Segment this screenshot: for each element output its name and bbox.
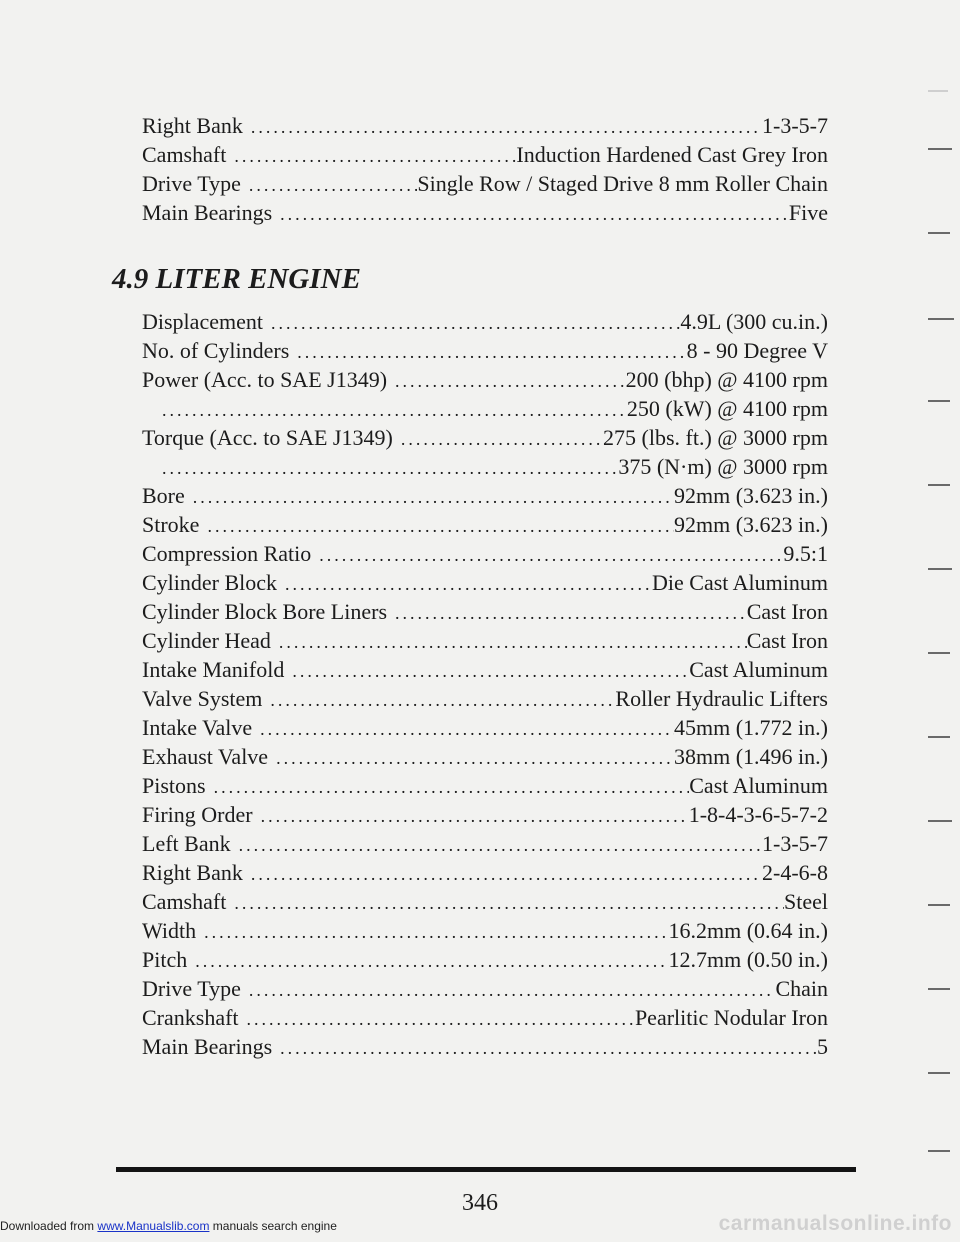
spec-row: [142, 568, 828, 597]
spec-value: 1-8-4-3-6-5-7-2: [688, 802, 828, 827]
spec-label: Displacement: [142, 309, 263, 334]
spec-row-continuation: [142, 394, 828, 423]
spec-row: [142, 539, 828, 568]
spec-value: Induction Hardened Cast Grey Iron: [516, 142, 828, 167]
spec-label: Compression Ratio: [142, 541, 312, 566]
margin-tick: [928, 1150, 950, 1152]
spec-label: Camshaft: [142, 889, 227, 914]
margin-tick: [928, 988, 950, 990]
dot-leader: [272, 1034, 817, 1061]
spec-row: [142, 597, 828, 626]
carryover-spec-list: [142, 111, 828, 227]
page-number: 346: [462, 1190, 498, 1216]
spec-row: [142, 829, 828, 858]
spec-row: [142, 742, 828, 771]
spec-value: 2-4-6-8: [762, 860, 828, 885]
spec-label: Valve System: [142, 686, 263, 711]
spec-label: Intake Valve: [142, 715, 253, 740]
spec-row: [142, 916, 828, 945]
dot-leader: [187, 947, 668, 974]
spec-label: Firing Order: [142, 802, 253, 827]
margin-tick: [928, 736, 950, 738]
spec-label: Main Bearings: [142, 200, 273, 225]
spec-row: [142, 1003, 828, 1032]
spec-label: Pistons: [142, 773, 206, 798]
spec-row: [142, 655, 828, 684]
dot-leader: [393, 425, 603, 452]
dot-leader: [226, 889, 784, 916]
spec-value: 16.2mm (0.64 in.): [668, 918, 828, 943]
margin-tick: [928, 318, 954, 320]
engine-spec-list: [142, 307, 828, 1061]
spec-value: 200 (bhp) @ 4100 rpm: [625, 367, 828, 392]
spec-row: [142, 307, 828, 336]
dot-leader: [277, 570, 652, 597]
manualslib-link[interactable]: www.Manualslib.com: [97, 1219, 210, 1233]
dot-leader: [271, 628, 747, 655]
dot-leader: [311, 541, 783, 568]
download-banner: [0, 1219, 337, 1233]
footer-rule: [116, 1167, 856, 1172]
spec-label: Cylinder Block Bore Liners: [142, 599, 388, 624]
spec-row: [142, 365, 828, 394]
spec-label: Pitch: [142, 947, 188, 972]
spec-label: Main Bearings: [142, 1034, 273, 1059]
spec-row: [142, 887, 828, 916]
spec-label: Power (Acc. to SAE J1349): [142, 367, 388, 392]
spec-value: Cast Aluminum: [689, 657, 828, 682]
spec-value: 92mm (3.623 in.): [674, 512, 828, 537]
spec-value: 1-3-5-7: [762, 113, 828, 138]
spec-row: [142, 626, 828, 655]
dot-leader: [289, 338, 686, 365]
dot-leader: [239, 1005, 635, 1032]
dot-leader: [241, 171, 417, 198]
dot-leader: [206, 773, 690, 800]
spec-value: Single Row / Staged Drive 8 mm Roller Chain: [417, 171, 828, 196]
spec-value: 375 (N·m) @ 3000 rpm: [618, 454, 828, 479]
spec-label: Cylinder Block: [142, 570, 278, 595]
spec-value: 8 - 90 Degree V: [686, 338, 828, 363]
spec-value: 45mm (1.772 in.): [674, 715, 828, 740]
margin-tick: [928, 568, 952, 570]
spec-row: [142, 423, 828, 452]
spec-label: Bore: [142, 483, 185, 508]
section-heading: 4.9 LITER ENGINE: [112, 263, 361, 295]
dot-leader: [226, 142, 516, 169]
spec-value: Steel: [784, 889, 828, 914]
spec-label: Exhaust Valve: [142, 744, 269, 769]
spec-label: Torque (Acc. to SAE J1349): [142, 425, 393, 450]
dot-leader: [142, 396, 627, 423]
margin-tick: [928, 1072, 950, 1074]
dot-leader: [387, 599, 747, 626]
margin-tick: [928, 652, 950, 654]
spec-label: Drive Type: [142, 171, 241, 196]
spec-value: 275 (lbs. ft.) @ 3000 rpm: [603, 425, 828, 450]
spec-row: [142, 858, 828, 887]
spec-row: [142, 140, 828, 169]
dot-leader: [272, 200, 789, 227]
dot-leader: [263, 309, 680, 336]
spec-label: Crankshaft: [142, 1005, 239, 1030]
spec-row: [142, 111, 828, 140]
dot-leader: [196, 918, 668, 945]
spec-row: [142, 1032, 828, 1061]
dot-leader: [185, 483, 674, 510]
margin-tick: [928, 904, 950, 906]
spec-value: Cast Iron: [746, 628, 828, 653]
spec-value: 5: [817, 1034, 828, 1059]
spec-value: Die Cast Aluminum: [652, 570, 828, 595]
spec-value: 4.9L (300 cu.in.): [680, 309, 828, 334]
dot-leader: [243, 860, 762, 887]
spec-value: 9.5:1: [783, 541, 828, 566]
margin-tick: [928, 484, 950, 486]
spec-value: 92mm (3.623 in.): [674, 483, 828, 508]
dot-leader: [252, 715, 674, 742]
spec-row: [142, 974, 828, 1003]
margin-tick: [928, 148, 952, 150]
spec-value: 12.7mm (0.50 in.): [668, 947, 828, 972]
margin-tick: [928, 232, 950, 234]
spec-value: Cast Aluminum: [689, 773, 828, 798]
dot-leader: [231, 831, 762, 858]
spec-value: Roller Hydraulic Lifters: [615, 686, 828, 711]
dot-leader: [241, 976, 776, 1003]
spec-label: Drive Type: [142, 976, 241, 1001]
spec-row: [142, 713, 828, 742]
spec-label: No. of Cylinders: [142, 338, 290, 363]
spec-row: [142, 510, 828, 539]
spec-label: Left Bank: [142, 831, 231, 856]
spec-row: [142, 198, 828, 227]
spec-value: Chain: [775, 976, 828, 1001]
spec-label: Cylinder Head: [142, 628, 271, 653]
spec-label: Camshaft: [142, 142, 227, 167]
spec-row: [142, 684, 828, 713]
spec-label: Width: [142, 918, 197, 943]
spec-row: [142, 800, 828, 829]
dot-leader: [387, 367, 626, 394]
dot-leader: [199, 512, 674, 539]
dot-leader: [262, 686, 615, 713]
site-watermark: carmanualsonline.info: [718, 1212, 952, 1235]
dot-leader: [284, 657, 689, 684]
dot-leader: [268, 744, 674, 771]
spec-row: [142, 336, 828, 365]
spec-row: [142, 945, 828, 974]
spec-label: Intake Manifold: [142, 657, 285, 682]
banner-suffix: manuals search engine: [212, 1219, 337, 1233]
margin-tick: [928, 400, 950, 402]
banner-prefix: Downloaded from: [0, 1219, 95, 1233]
dot-leader: [253, 802, 689, 829]
dot-leader: [243, 113, 762, 140]
dot-leader: [142, 454, 618, 481]
margin-tick: [928, 820, 952, 822]
spec-row: [142, 169, 828, 198]
spec-label: Stroke: [142, 512, 200, 537]
spec-value: 1-3-5-7: [762, 831, 828, 856]
spec-row: [142, 481, 828, 510]
spec-label: Right Bank: [142, 860, 243, 885]
spec-value: Pearlitic Nodular Iron: [634, 1005, 828, 1030]
spec-row-continuation: [142, 452, 828, 481]
spec-value: Cast Iron: [746, 599, 828, 624]
spec-value: 38mm (1.496 in.): [674, 744, 828, 769]
spec-label: Right Bank: [142, 113, 243, 138]
spec-value: 250 (kW) @ 4100 rpm: [626, 396, 828, 421]
margin-tick: [928, 90, 948, 92]
spec-row: [142, 771, 828, 800]
spec-value: Five: [788, 200, 828, 225]
